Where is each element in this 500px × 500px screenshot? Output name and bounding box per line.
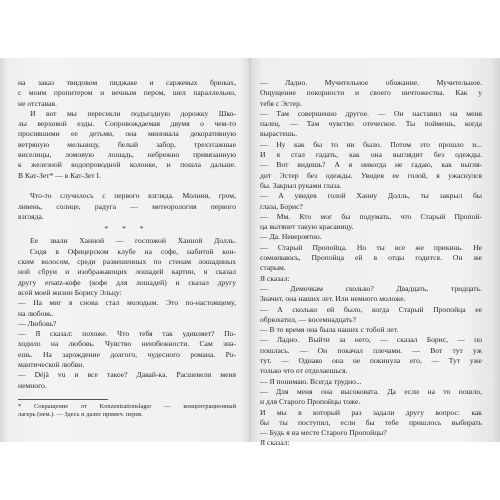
text-line: пошлась. — Он покачал плечами. — Вот тут уж	[260, 345, 482, 355]
text-line: тебя с Эстер.	[260, 98, 302, 108]
text-line: ной сбруи и изображающих лошадей картин, я сказал	[18, 267, 236, 277]
text-line: — Мм. Кто мог бы подумать, что Старый Пропой-	[260, 211, 482, 221]
text-line: ца вытянет такую красавицу.	[260, 222, 354, 232]
text-line: И вот мы пересекли подъездную дорожку Шко-	[30, 108, 236, 118]
text-line: глаза, Борис?	[260, 201, 303, 211]
right-page	[260, 78, 482, 449]
text-line: не отставая.	[18, 98, 57, 108]
text-line: — Я понимаю. Всегда трудно...	[260, 376, 362, 386]
text-line: ешь. На зарождение долгого, чудесного романа. Ро-	[18, 349, 236, 359]
text-line: ливень, солнце, радуга — метеорология первого	[18, 201, 236, 211]
footnote-rule	[18, 399, 108, 400]
text-line: — Да. Невероятно.	[260, 232, 322, 242]
text-line: ским волосом, среди развешенных по стенам лошадиных	[18, 257, 236, 267]
text-line: — Ну как бы то ни было. Потом это прошло и...	[260, 139, 482, 149]
text-line: немного.	[18, 380, 47, 390]
text-line: виселицы, ломовую лошадь, небрежно привязанную	[18, 150, 236, 160]
text-line: на любовь.	[18, 308, 54, 318]
text-line: — Для меня она высоковата. Да если на то пошло,	[260, 386, 482, 396]
text-line: лагерь (нем.). — Здесь и далее примеч. перев.	[18, 411, 143, 419]
text-line: вырастешь.	[260, 129, 298, 139]
text-line: — А сколько ей было, когда Старый Пропойца ее	[260, 304, 482, 314]
text-line: другу ersatz-кофе (кофе для лошадей) и сказал другу	[18, 277, 236, 287]
text-line: Сидя в Офицерском клубе на софе, набитой кон-	[30, 246, 236, 256]
text-line: старым.	[260, 263, 286, 273]
section-divider: * * *	[104, 224, 150, 234]
text-line: на заказ твидовом пиджаке и саржевых брюках,	[18, 78, 236, 87]
text-line: Я сказал:	[260, 273, 290, 283]
text-line: * Сокращение от Konzentrationslager — концентрационный	[18, 402, 236, 410]
text-line: — Ладно. Выйти за него, — сказал Борис, — по	[260, 335, 482, 345]
text-line: — На миг я снова стал молодым. Это по-настоящему,	[18, 298, 236, 308]
text-line: взгляда.	[18, 211, 44, 221]
text-line: Ощущение покорности и своего ничтожества. Как у	[260, 88, 482, 98]
text-line: к железной водопроводной колонке, и пошла дальше.	[18, 160, 236, 170]
text-line: сомневаюсь, Пропойца ей в отцы годится. Он же	[260, 253, 482, 263]
text-line: Значит, она наших лет. Или немного моложе.	[260, 294, 406, 304]
book-spread	[0, 58, 500, 448]
text-line: бы. Закрыл руками глаза.	[260, 180, 342, 190]
text-line: лы верховой езды. Сопровождаемая двумя о чем-то	[18, 119, 236, 129]
text-line: Я сказал:	[260, 438, 290, 448]
text-line: всей моей жизни Борису Эльцу:	[18, 287, 122, 297]
text-line: дит Эстер без одежды. Увидев ее голой, я ужаснулся	[260, 170, 482, 180]
text-line: — Старый Пропойца. Но ты все же прикинь. Не	[260, 242, 482, 252]
text-line: И я стал гадать, как она выглядит без одежды.	[260, 150, 482, 160]
text-line: ходило на любовь. Чувство неизбежности. Сам зна-	[18, 339, 236, 349]
text-line: — Любовь?	[18, 318, 57, 328]
text-line: — Там совершенно другое. — Он наставил на меня	[260, 108, 482, 118]
text-line: — Будь я на месте Старого Пропойцы?	[260, 428, 387, 438]
text-line: палец. — Там чувство отеческое. Ты поймешь, когда	[260, 119, 482, 129]
text-line: — Ладно. Мучительное обожание. Мучительное.	[260, 78, 482, 87]
text-line: и для Старого Пропойцы тоже.	[260, 397, 361, 407]
text-line: — Демочкам сколько? Двадцать, тридцать.	[260, 283, 482, 293]
footnote	[18, 403, 236, 420]
text-line: мантической любви.	[18, 360, 85, 370]
left-page	[18, 78, 236, 420]
text-line: — А увидев голой Ханну Долль, ты закрыл бы	[260, 191, 482, 201]
text-line: — Я сказал: похоже. Что тебя так удивляет? По-	[18, 329, 236, 339]
text-line: обрюхатил, — восемнадцать?	[260, 314, 357, 324]
text-line: тут. — Однако она не покинула его, — Тут уже	[260, 356, 482, 366]
text-line: ветряную мельницу, белый забор, трехэтажные	[18, 139, 236, 149]
text-line: И мы в который раз задали другу вопрос: как	[260, 407, 482, 417]
text-line: — Вот видишь? А я никогда не гадаю, как выгля-	[260, 160, 482, 170]
text-line: просившими ее детьми, она миновала декоративную	[18, 129, 236, 139]
text-line: — В то время она была наших с тобой лет.	[260, 325, 399, 335]
text-line: — Déjà vu и все такое? Давай-ка. Расшевели меня	[18, 370, 236, 380]
text-line: Что-то случилось с первого взгляда. Молния, гром,	[30, 191, 236, 201]
text-line: с моим пропитером и вечным пером, шел параллельно,	[18, 88, 236, 98]
text-line: В Кат-Зет* — в Кат-Зет I.	[18, 170, 101, 180]
text-line: бы ты поступил, если бы тебе пришлось выбирать	[260, 417, 482, 427]
text-line: Ее звали Ханной — госпожой Ханной Долль.	[30, 236, 236, 246]
text-line: только что от отделаешься.	[260, 366, 348, 376]
